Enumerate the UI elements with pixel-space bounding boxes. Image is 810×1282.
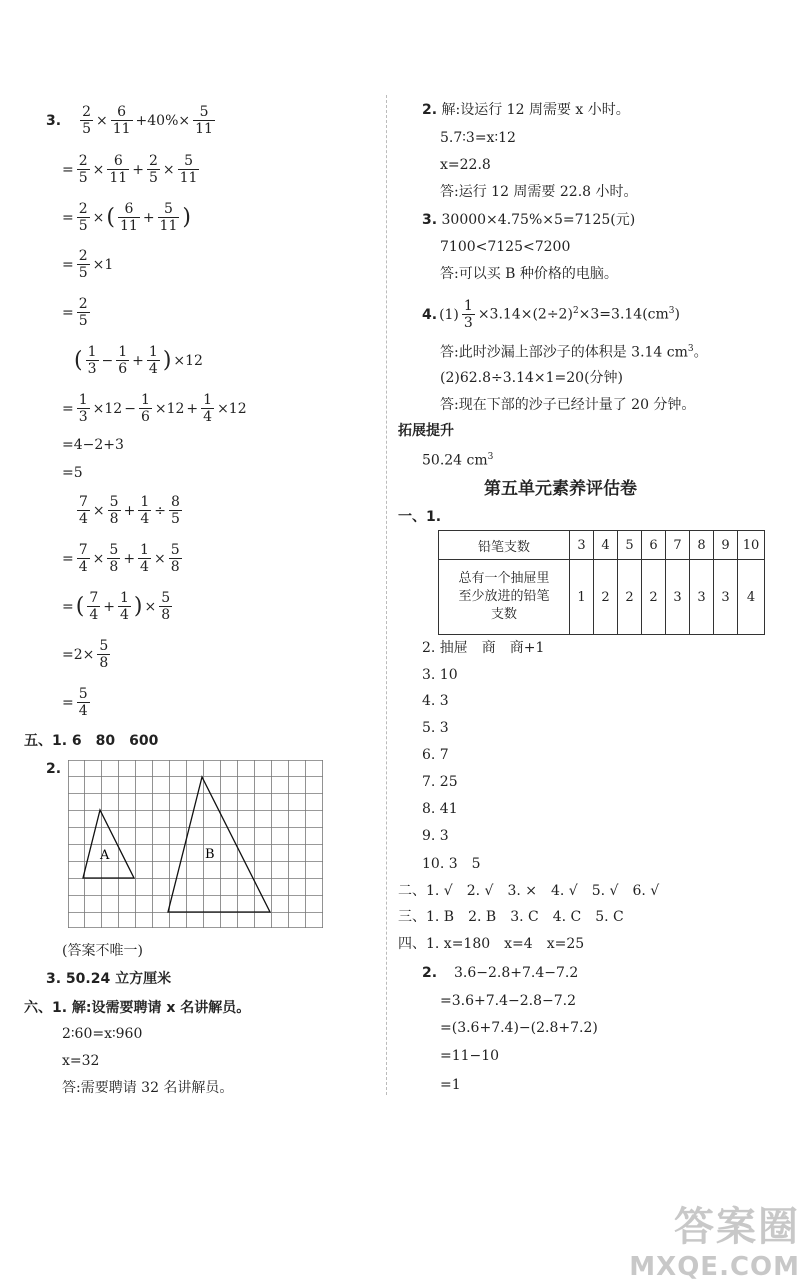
left-row-7: = $\frac{1}{3}$ ×12 − $\frac{1}{6}$ ×12 + $\frac{1}{4}$ ×12 <box>62 392 247 425</box>
answer-10: 10. 3 5 <box>422 856 481 872</box>
table-cell: 4 <box>594 531 618 560</box>
section-5-answer-1: 五、1. 6 80 600 <box>24 733 159 749</box>
section-6-ratio: 2∶60=x∶960 <box>62 1026 143 1042</box>
extension-answer: 50.24 $cm^3$ <box>422 452 494 469</box>
section-6-question-1: 六、1. 解:设需要聘请 x 名讲解员。 <box>24 1000 251 1016</box>
table-cell: 3 <box>666 560 690 635</box>
section-1-label: 一、1. <box>398 509 442 525</box>
section-5-answer-3: 3. 50.24 立方厘米 <box>46 971 172 987</box>
table-cell: 2 <box>594 560 618 635</box>
fraction: $\frac{7}{4}$ <box>89 590 99 623</box>
section-5-label-2: 2. <box>46 761 62 777</box>
table-row <box>439 531 765 560</box>
answer-note: (答案不唯一) <box>62 943 143 959</box>
extension-title: 拓展提升 <box>398 423 454 439</box>
fraction: $\frac{2}{5}$ <box>82 104 91 137</box>
left-row-13: =2× $\frac{5}{8}$ <box>62 638 109 671</box>
unit-title: 第五单元素养评估卷 <box>484 479 637 499</box>
grid-lines <box>68 760 323 928</box>
fraction: $\frac{5}{11}$ <box>179 153 198 186</box>
right-q2-ratio: 5.7∶3=x∶12 <box>440 130 516 146</box>
left-row-5: = $\frac{2}{5}$ <box>62 296 88 329</box>
left-row-2: = $\frac{2}{5}$ × $\frac{6}{11}$ + $\frac{2}{5}$ × $\frac{5}{11}$ <box>62 153 198 186</box>
table-cell: 2 <box>618 560 642 635</box>
table-cell: 1 <box>570 560 594 635</box>
answer-5: 5. 3 <box>422 720 449 736</box>
triangle-grid-figure <box>68 760 324 928</box>
fraction: $\frac{1}{6}$ <box>118 344 128 377</box>
right-q2-solution: x=22.8 <box>440 157 491 173</box>
table-cell: 9 <box>714 531 738 560</box>
fraction: $\frac{1}{4}$ <box>140 542 149 575</box>
triangle-a <box>83 810 134 878</box>
fraction: $\frac{2}{5}$ <box>78 153 88 186</box>
table-row <box>439 560 765 635</box>
left-row-1 <box>46 104 216 137</box>
calc-line-4: =11−10 <box>440 1048 500 1064</box>
fraction: $\frac{5}{8}$ <box>99 638 109 671</box>
calc-line-2: =3.6+7.4−2.8−7.2 <box>440 993 576 1009</box>
fraction: $\frac{1}{3}$ <box>78 392 88 425</box>
fraction: $\frac{6}{11}$ <box>119 201 138 234</box>
answer-4: 4. 3 <box>422 693 449 709</box>
section-4-answers: 四、1. x=180 x=4 x=25 <box>398 936 585 952</box>
right-q2-answer: 答:运行 12 周需要 22.8 小时。 <box>440 184 638 200</box>
fraction: $\frac{5}{11}$ <box>159 201 178 234</box>
left-row-14: = $\frac{5}{4}$ <box>62 686 88 719</box>
calc-line-3: =(3.6+7.4)−(2.8+7.2) <box>440 1020 598 1036</box>
watermark-url: MXQE.COM <box>629 1252 800 1282</box>
table-cell: 3 <box>570 531 594 560</box>
fraction: $\frac{1}{3}$ <box>87 344 97 377</box>
fraction: $\frac{2}{5}$ <box>148 153 158 186</box>
section-6-solution: x=32 <box>62 1053 100 1069</box>
fraction: $\frac{1}{4}$ <box>203 392 213 425</box>
triangle-b-label: B <box>205 847 215 862</box>
watermark-logo: 答案圈 <box>674 1204 800 1250</box>
column-divider <box>386 95 387 1095</box>
answer-3: 3. 10 <box>422 667 458 683</box>
fraction: $\frac{5}{8}$ <box>109 494 119 527</box>
operator: +40%× <box>135 112 191 129</box>
right-q4-part-2: (2)62.8÷3.14×1=20(分钟) <box>440 370 624 386</box>
section-3-answers: 三、1. B 2. B 3. C 4. C 5. C <box>398 909 624 925</box>
fraction: $\frac{2}{5}$ <box>78 296 88 329</box>
fraction: $\frac{1}{6}$ <box>140 392 150 425</box>
right-question-3: 3. 30000×4.75%×5=7125(元) <box>422 212 636 228</box>
table-cell: 3 <box>714 560 738 635</box>
fraction: $\frac{1}{3}$ <box>463 298 473 331</box>
fraction: $\frac{8}{5}$ <box>170 494 180 527</box>
fraction: $\frac{1}{4}$ <box>119 590 129 623</box>
left-row-4: = $\frac{2}{5}$ ×1 <box>62 248 114 281</box>
left-row-9: =5 <box>62 465 83 481</box>
triangle-a-label: A <box>100 848 110 863</box>
fraction: $\frac{6}{11}$ <box>109 153 128 186</box>
answer-2: 2. 抽屉 商 商+1 <box>422 640 545 656</box>
left-row-3: = $\frac{2}{5}$ × ( $\frac{6}{11}$ + $\frac{5}{11}$ ) <box>62 201 191 234</box>
answer-9: 9. 3 <box>422 828 449 844</box>
left-row-10: $\frac{7}{4}$ × $\frac{5}{8}$ + $\frac{1}{4}$ ÷ $\frac{8}{5}$ <box>79 494 180 527</box>
calc-line-1: 3.6−2.8+7.4−7.2 <box>454 965 579 981</box>
answer-6: 6. 7 <box>422 747 449 763</box>
left-row-8: =4−2+3 <box>62 437 124 453</box>
section-6-answer: 答:需要聘请 32 名讲解员。 <box>62 1080 234 1096</box>
left-row-12: = ( $\frac{7}{4}$ + $\frac{1}{4}$ ) × $\frac{5}{8}$ <box>62 590 171 623</box>
table-cell: 8 <box>690 531 714 560</box>
table-cell: 2 <box>642 560 666 635</box>
fraction: $\frac{2}{5}$ <box>78 201 88 234</box>
answer-8: 8. 41 <box>422 801 458 817</box>
fraction: $\frac{1}{4}$ <box>148 344 158 377</box>
section-2-answers: 二、1. √ 2. √ 3. × 4. √ 5. √ 6. √ <box>398 883 660 899</box>
fraction: $\frac{1}{4}$ <box>140 494 150 527</box>
right-q3-compare: 7100<7125<7200 <box>440 239 571 255</box>
fraction: $\frac{6}{11}$ <box>112 104 131 137</box>
table-header-cell: 铅笔支数 <box>439 531 570 560</box>
table-header-cell: 总有一个抽屉里至少放进的铅笔支数 <box>439 560 570 635</box>
calc-line-5: =1 <box>440 1077 461 1093</box>
left-row-11: = $\frac{7}{4}$ × $\frac{5}{8}$ + $\frac{1}{4}$ × $\frac{5}{8}$ <box>62 542 180 575</box>
table-cell: 3 <box>690 560 714 635</box>
fraction: $\frac{5}{8}$ <box>109 542 119 575</box>
pencil-table <box>438 530 765 635</box>
left-row-6: ( $\frac{1}{3}$ − $\frac{1}{6}$ + $\frac{1}{4}$ ) ×12 <box>74 344 203 377</box>
fraction: $\frac{7}{4}$ <box>78 542 88 575</box>
right-q4-answer-2: 答:现在下部的沙子已经计量了 20 分钟。 <box>440 397 696 413</box>
table-cell: 6 <box>642 531 666 560</box>
table-cell: 10 <box>738 531 765 560</box>
table-cell: 7 <box>666 531 690 560</box>
right-question-4: 4. (1) $\frac{1}{3}$ $\times 3.14\times(2\div 2)^2\times 3=3.14(cm^3)$ <box>422 298 680 331</box>
table-cell: 5 <box>618 531 642 560</box>
fraction: $\frac{5}{8}$ <box>170 542 180 575</box>
fraction: $\frac{5}{4}$ <box>78 686 88 719</box>
operator: × <box>95 112 108 129</box>
table-cell: 4 <box>738 560 765 635</box>
answer-7: 7. 25 <box>422 774 458 790</box>
section-4-label-2: 2. <box>422 965 438 981</box>
fraction: $\frac{5}{11}$ <box>195 104 213 137</box>
fraction: $\frac{2}{5}$ <box>78 248 88 281</box>
right-q3-answer: 答:可以买 B 种价格的电脑。 <box>440 266 618 282</box>
watermark <box>629 1195 800 1282</box>
fraction: $\frac{7}{4}$ <box>79 494 88 527</box>
right-question-2: 2. 解:设运行 12 周需要 x 小时。 <box>422 102 630 118</box>
fraction: $\frac{5}{8}$ <box>161 590 171 623</box>
right-q4-answer-1: 答:此时沙漏上部沙子的体积是 3.14 $cm^3$。 <box>440 344 708 361</box>
question-number: 3. <box>46 112 62 129</box>
